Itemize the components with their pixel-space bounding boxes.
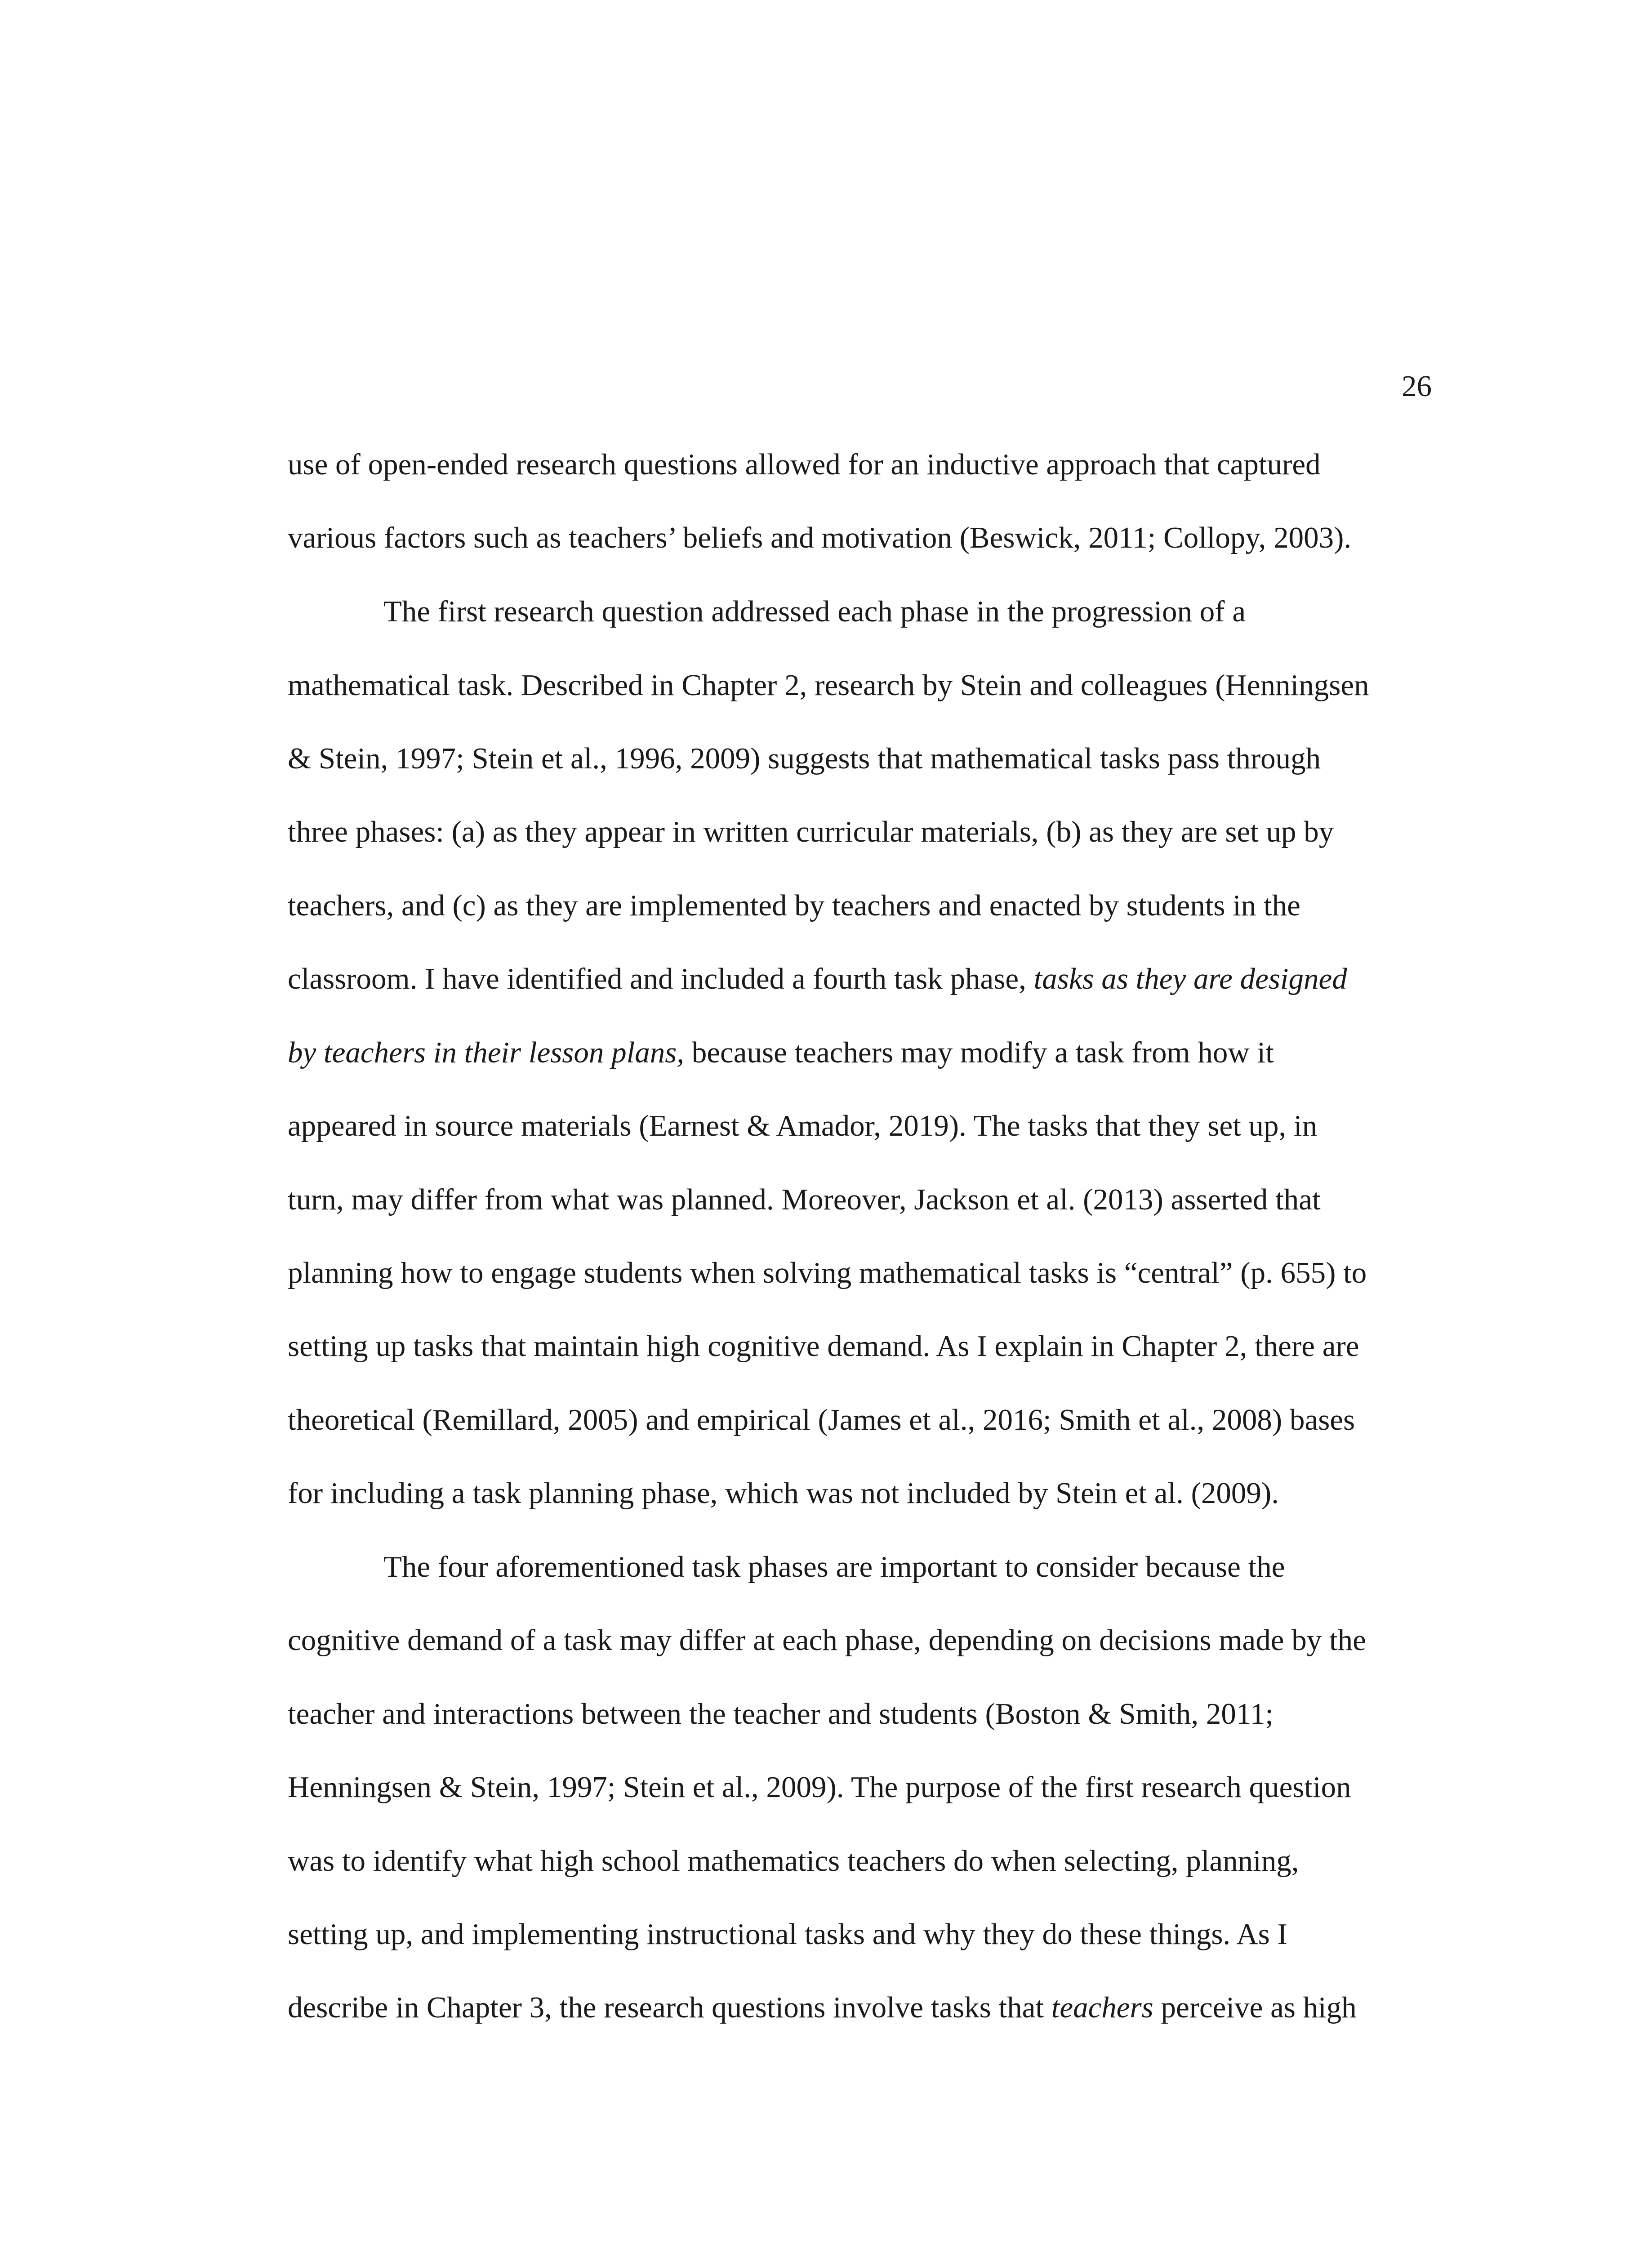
text-line-with-italic [288,964,1347,994]
text-line: setting up, and implementing instructional tasks and why they do these things. As I [288,1918,1287,1951]
italic-phrase: by teachers in their lesson plans, [288,1036,685,1069]
text-segment: perceive as high [1153,1991,1357,2024]
text-line: for including a task planning phase, which was not included by Stein et al. (2009). [288,1476,1279,1510]
text-line: various factors such as teachers’ beliefs and motivation (Beswick, 2011; Collopy, 2003). [288,521,1352,554]
text-segment: classroom. I have identified and included a fourth task phase, [288,962,1034,995]
text-line: setting up tasks that maintain high cognitive demand. As I explain in Chapter 2, there are [288,1329,1359,1363]
paragraph-start-line: The first research question addressed each phase in the progression of a [383,595,1246,628]
text-line: mathematical task. Described in Chapter 2, research by Stein and colleagues (Henningsen [288,669,1369,702]
text-line: Henningsen & Stein, 1997; Stein et al., 2009). The purpose of the first research question [288,1771,1351,1804]
text-line: & Stein, 1997; Stein et al., 1996, 2009) suggests that mathematical tasks pass through [288,742,1321,775]
text-line: was to identify what high school mathematics teachers do when selecting, planning, [288,1844,1299,1878]
text-line: turn, may differ from what was planned. Moreover, Jackson et al. (2013) asserted that [288,1183,1321,1216]
text-line: teachers, and (c) as they are implemented by teachers and enacted by students in the [288,889,1300,922]
page-number: 26 [1402,370,1432,403]
text-line: teacher and interactions between the teacher and students (Boston & Smith, 2011; [288,1697,1274,1731]
text-line: theoretical (Remillard, 2005) and empirical (James et al., 2016; Smith et al., 2008) bases [288,1403,1355,1436]
text-line: three phases: (a) as they appear in written curricular materials, (b) as they are set up by [288,815,1334,848]
italic-phrase: tasks as they are designed [1033,962,1347,995]
text-line: cognitive demand of a task may differ at each phase, depending on decisions made by the [288,1624,1366,1657]
text-segment: describe in Chapter 3, the research questions involve tasks that [288,1991,1051,2024]
text-line: use of open-ended research questions allowed for an inductive approach that captured [288,448,1321,481]
text-line-with-italic [288,1038,1274,1068]
text-line: appeared in source materials (Earnest & Amador, 2019). The tasks that they set up, in [288,1109,1318,1142]
text-line: planning how to engage students when solving mathematical tasks is “central” (p. 655) to [288,1256,1367,1289]
text-line-with-italic [288,1993,1357,2023]
text-segment: because teachers may modify a task from how it [684,1036,1274,1069]
paragraph-start-line: The four aforementioned task phases are important to consider because the [383,1550,1285,1583]
italic-word: teachers [1051,1991,1153,2024]
